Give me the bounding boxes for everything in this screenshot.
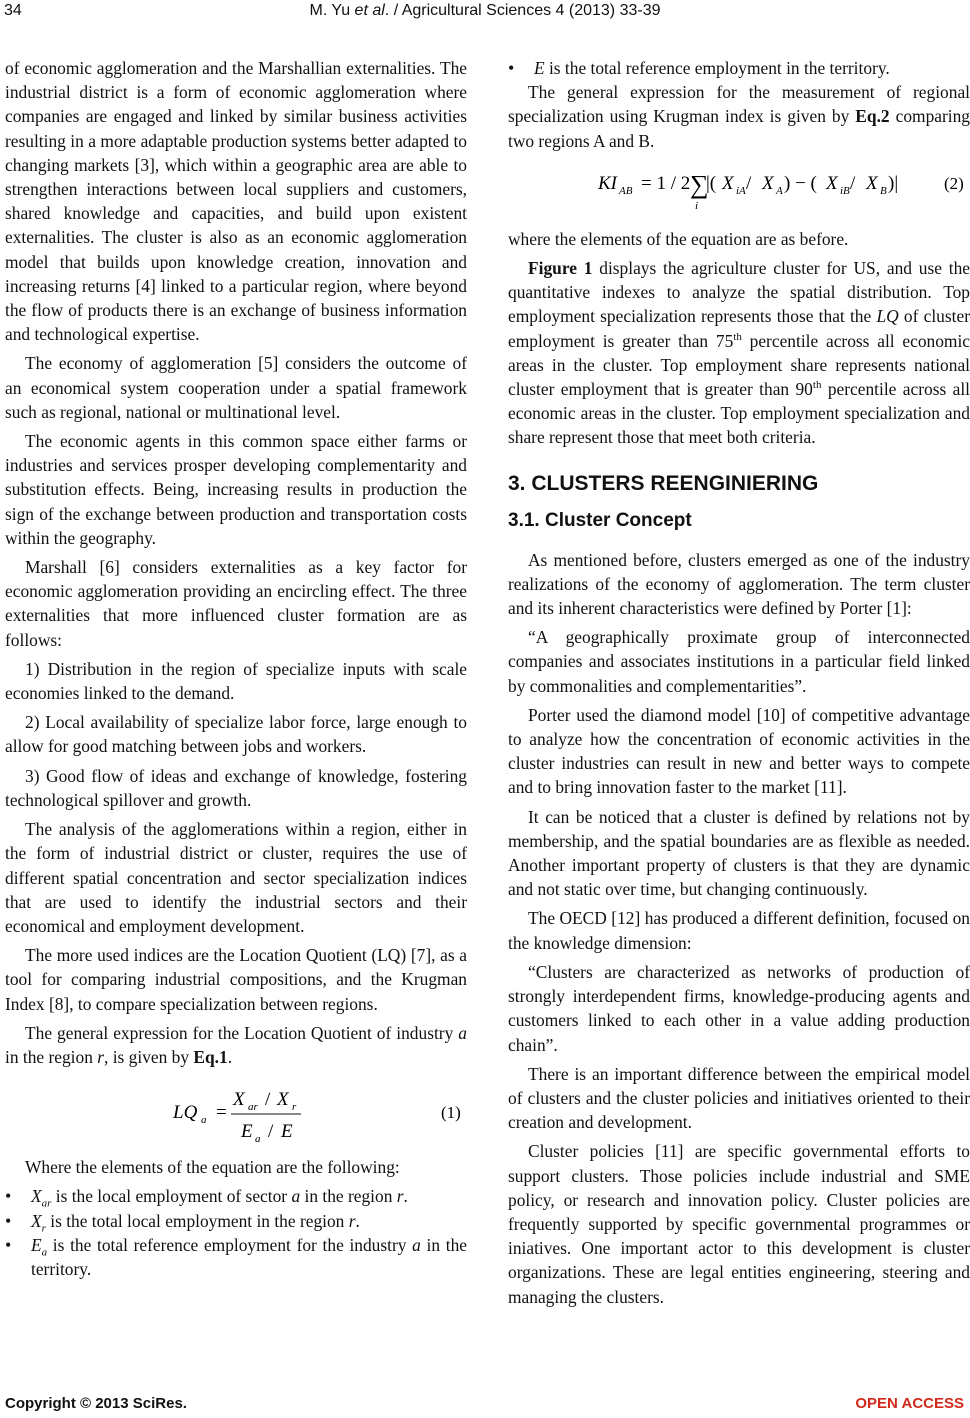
var-r: r (97, 1046, 105, 1067)
eq2-slash1: / (746, 172, 752, 194)
paragraph: It can be noticed that a cluster is defined by relations not by membership, and the spatial boundaries are as flexible as needed. Another important property of clusters is that they are dynamic and not static over time, but changing continuously. (508, 806, 970, 900)
eq1-num-sub2: r (292, 1101, 297, 1114)
var-r: r (396, 1186, 404, 1207)
var-a: a (458, 1022, 467, 1043)
paragraph (5, 1021, 467, 1069)
eq2-slash2: / (850, 172, 856, 194)
eq2-ki-sub: AB (619, 184, 633, 197)
paragraph: Where the elements of the equation are the following: (25, 1157, 400, 1178)
running-header-etal: et al (354, 2, 385, 19)
running-header-authors: M. Yu (309, 2, 355, 19)
eq2-sum: ∑ (690, 169, 709, 199)
eq1-equals: = (216, 1102, 227, 1124)
text: percentile across all economic areas in the cluster. Top employment specialization and share represent those that meet both criteria. (508, 379, 970, 448)
right-column (508, 56, 970, 1314)
eq1-den-e2: E (281, 1121, 293, 1143)
bullet-item (5, 1233, 467, 1281)
text: percentile across all economic areas in the cluster. Top employment share represents national cluster employment that is greater than 90 (508, 330, 970, 400)
text: . (355, 1210, 360, 1231)
eq2-rhs: = 1 / 2 (641, 172, 691, 194)
paragraph: The OECD [12] has produced a different definition, focused on the knowledge dimension: (508, 908, 970, 953)
figure-ref: Figure 1 (528, 258, 593, 279)
paragraph: As mentioned before, clusters emerged as one of the industry realizations of the economy of agglomeration. The term cluster and its inherent characteristics were defined by Porter [1]: (508, 549, 970, 619)
bullet-item (5, 1184, 467, 1208)
paragraph: The more used indices are the Location Quotient (LQ) [7], as a tool for comparing industrial compositions, and the Krugman Index [8], to compare specialization between regions. (5, 945, 467, 1014)
equation-ref: Eq.2 (855, 106, 890, 127)
copyright-footer: Copyright © 2013 SciRes. (5, 1395, 187, 1412)
equation-1 (5, 1077, 467, 1147)
paragraph: of economic agglomeration and the Marshallian externalities. The industrial district is a form of economic agglomeration where companies are engaged and linked by similar business activities resulting in a more adaptable production systems better adapted to changing markets [3], which within a geographic area are able to strengthen interactions between local suppliers and customers, shared knowledge and capacities, and build upon existent externalities. The cluster is also as an economic agglomeration model that builds upon knowledge creation, innovation and increasing returns [4] linked to a particular region, where beyond the flow of products there is an exchange of business information and technological expertise. (5, 58, 467, 345)
text: in the region (5, 1046, 98, 1067)
equation-2 (508, 161, 970, 219)
equation-ref: Eq.1 (193, 1046, 228, 1067)
running-header-journal: . / Agricultural Sciences 4 (2013) 33-39 (384, 2, 661, 19)
open-access-badge: OPEN ACCESS (855, 1395, 964, 1412)
paragraph: The analysis of the agglomerations within a region, either in the form of industrial district or cluster, requires the use of different spatial concentration and sector specialization indices that are used to identify the industrial sectors and their economical and employment development. (5, 819, 467, 936)
subsection-title: 3.1. Cluster Concept (508, 509, 692, 531)
var: X (31, 1210, 42, 1231)
text: is the local employment of sector (51, 1186, 292, 1207)
eq1-lhs: LQ (173, 1102, 198, 1124)
quote-paragraph: “Clusters are characterized as networks of production of strongly interdependent firms, knowledge-producing agents and customers linked to each other in a value adding production chain”. (508, 961, 970, 1055)
text: displays the agriculture cluster for US, and use the quantitative indexes to analyze the spatial distribution. Top employment specialization represents those that the (508, 258, 970, 327)
superscript: th (812, 379, 822, 392)
text: of cluster employment is greater than 75 (508, 306, 970, 351)
eq2-number: (2) (944, 173, 964, 193)
paragraph (508, 256, 970, 450)
text: in the territory. (31, 1234, 467, 1279)
text: The general expression for the measurement of regional specialization using Krugman index is given by (508, 82, 970, 127)
var-r: r (348, 1210, 356, 1231)
var-sub: ar (41, 1197, 52, 1210)
var-a: a (412, 1234, 421, 1255)
text: is the total local employment in the region (45, 1210, 349, 1231)
text: is the total reference employment for the industry (47, 1234, 413, 1255)
bullet-item (5, 1209, 467, 1233)
paragraph: Porter used the diamond model [10] of competitive advantage to analyze how the concentration of economic activities in the cluster industries can result in new and better ways to compete and to bring innovation faster to the market [11]. (508, 704, 970, 798)
eq1-num-x: X (233, 1089, 245, 1111)
equation-2-graphic (508, 161, 970, 219)
eq1-num-sub1: ar (248, 1101, 258, 1114)
eq2-mid: ) − ( (784, 172, 817, 194)
eq2-x1: X (722, 172, 734, 194)
eq2-x1-sub: iA (736, 184, 746, 197)
text: in the region (300, 1186, 397, 1207)
text: . (227, 1046, 233, 1067)
var: X (31, 1186, 42, 1207)
eq2-sum-sub: i (695, 199, 699, 212)
text: The general expression for the Location Quotient of industry (25, 1022, 459, 1043)
eq1-number: (1) (441, 1103, 461, 1123)
eq1-den-e: E (241, 1121, 253, 1143)
list-item: 3) Good flow of ideas and exchange of knowledge, fostering technological spillover and growth. (5, 765, 467, 810)
eq1-den-slash: / (268, 1121, 274, 1143)
var: E (31, 1234, 42, 1255)
running-header (0, 2, 970, 20)
var-sub: a (41, 1246, 48, 1259)
paragraph: Marshall [6] considers externalities as a key factor for economic agglomeration providing an encircling effect. The three externalities that more influenced cluster formation are as follows: (5, 557, 467, 650)
text: , is given by (104, 1046, 194, 1067)
left-column (5, 56, 467, 1281)
text: is the total reference employment in the territory. (544, 58, 890, 78)
var: E (534, 58, 545, 78)
quote-paragraph: “A geographically proximate group of interconnected companies and associates institutions in a particular field linked by commonalities and complementarities”. (508, 627, 970, 696)
eq2-x3: X (826, 172, 838, 194)
paragraph: where the elements of the equation are as before. (508, 228, 849, 249)
paragraph: Cluster policies [11] are specific governmental efforts to support clusters. Those policies include industrial and SME policy, or research and innovation policy. Cluster policies are frequently supported by specific governmental programmes or iniatives. One important actor to this development is cluster organizations. These are legal entities engineering, steering and managing the clusters. (508, 1141, 970, 1307)
text: . (403, 1186, 408, 1207)
eq2-x2: X (762, 172, 774, 194)
eq2-ki: KI (598, 172, 617, 194)
eq1-den-sub: a (255, 1133, 261, 1146)
list-item: 1) Distribution in the region of specialize inputs with scale economies linked to the demand. (5, 658, 467, 704)
list-item: 2) Local availability of specialize labor force, large enough to allow for good matching between jobs and workers. (5, 712, 467, 757)
eq1-num-x2: X (277, 1089, 289, 1111)
eq1-lhs-sub: a (201, 1114, 207, 1127)
var-lq: LQ (876, 306, 899, 327)
paragraph: The economic agents in this common space either farms or industries and services prosper developing complementarity and substitution effects. Being, increasing results in production the sign of the exchange between production and transportation costs within the geography. (5, 431, 467, 548)
eq2-x4-sub: B (880, 184, 887, 197)
paragraph (508, 80, 970, 153)
var-sub: r (41, 1222, 46, 1234)
equation-1-graphic (5, 1077, 467, 1147)
eq2-x3-sub: iB (840, 184, 850, 197)
text: comparing two regions A and B. (508, 106, 970, 151)
bullet-item (508, 56, 970, 80)
paragraph: There is an important difference between the empirical model of clusters and the cluster policies and initiatives oriented to their creation and development. (508, 1063, 970, 1133)
eq2-x4: X (866, 172, 878, 194)
eq2-abs-close: )| (888, 172, 899, 194)
page-number: 34 (4, 2, 22, 19)
section-title: 3. CLUSTERS REENGINIERING (508, 471, 819, 495)
paragraph: The economy of agglomeration [5] considers the outcome of an economical system cooperation under a spatial framework such as regional, national or multinational level. (5, 353, 467, 422)
superscript: th (733, 330, 742, 343)
eq2-abs-open: |( (706, 172, 717, 194)
var-a: a (291, 1186, 301, 1207)
eq1-num-slash: / (265, 1089, 271, 1111)
eq2-x2-sub: A (776, 184, 783, 197)
